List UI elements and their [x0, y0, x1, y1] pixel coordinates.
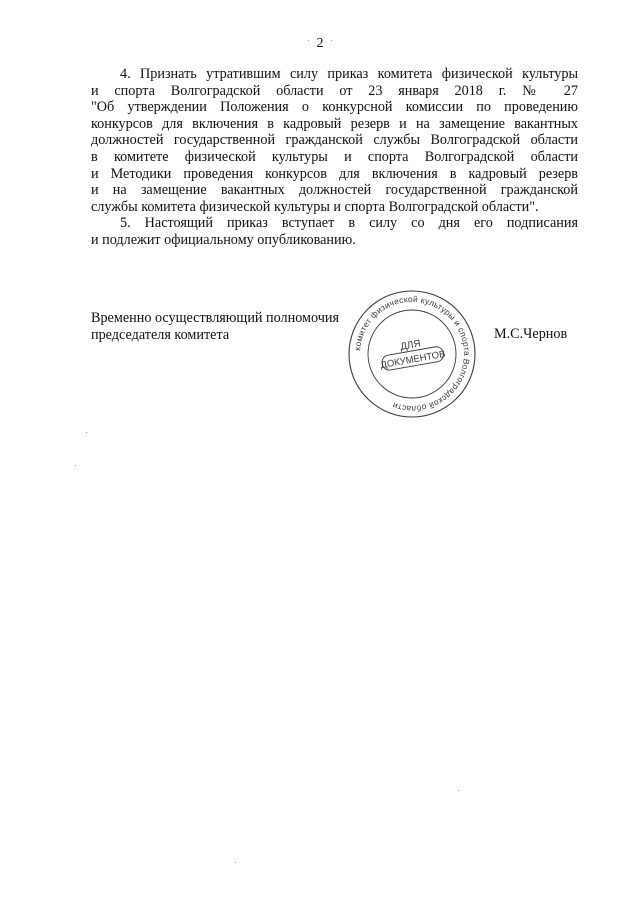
- stamp-ring-text: комитет физической культуры и спорта Волгоградской области: [352, 293, 473, 415]
- paragraph-4-line: службы комитета физической культуры и спорта Волгоградской области".: [91, 198, 539, 215]
- document-body: [91, 66, 578, 249]
- paragraph-5-line: 5. Настоящий приказ вступает в силу со дня его подписания: [120, 215, 578, 232]
- paragraph-4-line: "Об утверждении Положения о конкурсной комиссии по проведению: [91, 99, 578, 116]
- paragraph-4-line: в комитете физической культуры и спорта Волгоградской области: [91, 148, 578, 165]
- paragraph-4: [91, 66, 578, 215]
- signatory-position-line: председателя комитета: [91, 326, 230, 343]
- paragraph-5-line: и подлежит официальному опубликованию.: [91, 231, 356, 248]
- signatory-name: М.С.Чернов: [494, 326, 568, 342]
- paragraph-4-line: и Методики проведения конкурсов для включения в кадровый резерв: [91, 165, 578, 182]
- paragraph-4-line: должностей государственной гражданской службы Волгоградской области: [91, 132, 578, 149]
- official-stamp: [345, 287, 479, 421]
- paragraph-4-line: конкурсов для включения в кадровый резерв и на замещение вакантных: [91, 115, 578, 132]
- signatory-position: [91, 310, 361, 343]
- page-number: 2: [316, 36, 324, 51]
- paragraph-5: [91, 215, 578, 248]
- paragraph-4-line: 4. Признать утратившим силу приказ комитета физической культуры: [120, 66, 578, 82]
- stamp-center-line2: ДОКУМЕНТОВ: [379, 348, 447, 372]
- stamp-center-line1: ДЛЯ: [399, 338, 422, 353]
- paragraph-4-line: и спорта Волгоградской области от 23 января 2018 г. № 27: [91, 82, 578, 99]
- paragraph-4-line: и на замещение вакантных должностей государственной гражданской: [91, 182, 578, 199]
- signatory-position-line: Временно осуществляющий полномочия: [91, 310, 340, 326]
